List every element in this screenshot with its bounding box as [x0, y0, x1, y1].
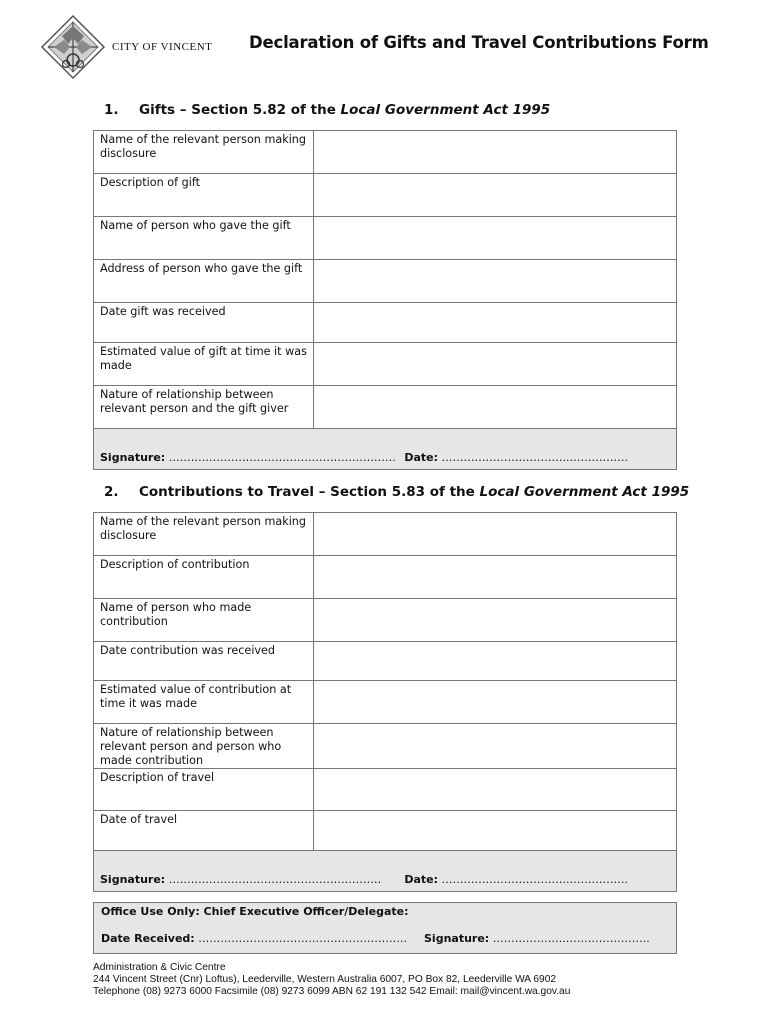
- signature-row: [94, 429, 677, 470]
- signature-label: Signature:: [100, 451, 166, 464]
- relevant-person-field[interactable]: [314, 513, 677, 556]
- relevant-person-field[interactable]: [314, 131, 677, 174]
- table-row: [94, 303, 677, 343]
- date-field[interactable]: [404, 451, 628, 465]
- signature-row: [94, 851, 677, 892]
- table-row: [94, 174, 677, 217]
- contribution-date-field[interactable]: [314, 642, 677, 681]
- section-1-title-text: Gifts – Section 5.82 of the: [139, 102, 341, 118]
- row-label: Estimated value of gift at time it was made: [94, 343, 314, 386]
- row-label: Nature of relationship between relevant person and the gift giver: [94, 386, 314, 429]
- table-row: [94, 769, 677, 811]
- signature-cell: [94, 851, 677, 892]
- gifts-table: [93, 130, 677, 470]
- row-label: Description of travel: [94, 769, 314, 811]
- date-received-dots: …………………………………………………: [194, 932, 408, 945]
- row-label: Nature of relationship between relevant person and person who made contribution: [94, 724, 314, 769]
- section-1-act: Local Government Act 1995: [340, 102, 551, 118]
- section-2-number: 2.: [104, 484, 119, 500]
- gift-value-field[interactable]: [314, 343, 677, 386]
- signature-dots: ……….…………………………………………….: [165, 451, 396, 464]
- table-row: [94, 724, 677, 769]
- section-2-title-text: Contributions to Travel – Section 5.83 of the: [139, 484, 480, 500]
- row-label: Name of person who made contribution: [94, 599, 314, 642]
- travel-description-field[interactable]: [314, 769, 677, 811]
- date-label: Date:: [404, 873, 438, 886]
- row-label: Name of the relevant person making disclosure: [94, 131, 314, 174]
- date-field[interactable]: [404, 873, 628, 887]
- section-1-number: 1.: [104, 102, 119, 118]
- row-label: Date gift was received: [94, 303, 314, 343]
- date-dots: ……………………………..…………….: [438, 451, 628, 464]
- table-row: [94, 217, 677, 260]
- row-label: Date contribution was received: [94, 642, 314, 681]
- signature-cell: [94, 429, 677, 470]
- city-name: CITY OF VINCENT: [112, 41, 213, 53]
- office-signature-dots: ………………..…………………..: [489, 932, 650, 945]
- gift-relationship-field[interactable]: [314, 386, 677, 429]
- table-row: [94, 131, 677, 174]
- table-row: [94, 811, 677, 851]
- document-title: Declaration of Gifts and Travel Contributions Form: [249, 33, 709, 52]
- office-signature-field[interactable]: [424, 932, 650, 945]
- signature-label: Signature:: [100, 873, 166, 886]
- section-2-title: [104, 484, 689, 500]
- section-2-act: Local Government Act 1995: [479, 484, 690, 500]
- travel-contributions-table: [93, 512, 677, 892]
- date-label: Date:: [404, 451, 438, 464]
- city-of-vincent-logo: [40, 14, 106, 80]
- signature-field[interactable]: [100, 451, 396, 465]
- signature-field[interactable]: [100, 873, 381, 887]
- footer-line-1: Administration & Civic Centre: [93, 962, 226, 973]
- row-label: Description of contribution: [94, 556, 314, 599]
- row-label: Description of gift: [94, 174, 314, 217]
- row-label: Date of travel: [94, 811, 314, 851]
- signature-dots: ……….…………………………………………: [165, 873, 382, 886]
- footer: [93, 962, 570, 998]
- date-dots: ……………………………..…………….: [438, 873, 628, 886]
- date-received-label: Date Received:: [101, 932, 195, 945]
- gift-description-field[interactable]: [314, 174, 677, 217]
- contribution-value-field[interactable]: [314, 681, 677, 724]
- table-row: [94, 681, 677, 724]
- travel-date-field[interactable]: [314, 811, 677, 851]
- gift-giver-address-field[interactable]: [314, 260, 677, 303]
- gift-giver-name-field[interactable]: [314, 217, 677, 260]
- footer-address: 244 Vincent Street (Cnr) Loftus), Leederville, Western Australia 6007, PO Box 82, Leederville WA 6902: [93, 974, 557, 985]
- row-label: Estimated value of contribution at time it was made: [94, 681, 314, 724]
- table-row: [94, 343, 677, 386]
- table-row: [94, 642, 677, 681]
- table-row: [94, 260, 677, 303]
- contributor-name-field[interactable]: [314, 599, 677, 642]
- office-use-box: [93, 902, 677, 954]
- row-label: Address of person who gave the gift: [94, 260, 314, 303]
- row-label: Name of the relevant person making disclosure: [94, 513, 314, 556]
- contribution-relationship-field[interactable]: [314, 724, 677, 769]
- section-1-title: [104, 102, 550, 118]
- table-row: [94, 556, 677, 599]
- contribution-description-field[interactable]: [314, 556, 677, 599]
- office-signature-label: Signature:: [424, 932, 490, 945]
- footer-contact: Telephone (08) 9273 6000 Facsimile (08) 9273 6099 ABN 62 191 132 542 Email: mail@vincent.wa.gov.au: [93, 986, 571, 997]
- table-row: [94, 386, 677, 429]
- row-label: Name of person who gave the gift: [94, 217, 314, 260]
- office-use-heading: Office Use Only: Chief Executive Officer/Delegate:: [101, 905, 409, 918]
- table-row: [94, 513, 677, 556]
- date-received-field[interactable]: [101, 932, 407, 945]
- gift-date-field[interactable]: [314, 303, 677, 343]
- table-row: [94, 599, 677, 642]
